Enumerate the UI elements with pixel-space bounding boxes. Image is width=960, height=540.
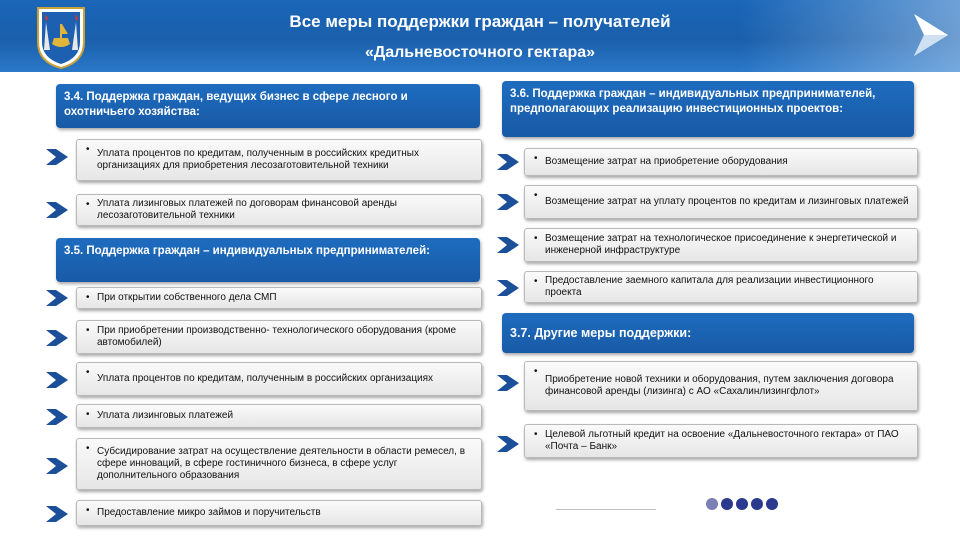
chevron-right-icon — [495, 235, 521, 255]
list-item-text: Возмещение затрат на технологическое присоединение к энергетической и инженерной инфраструктуре — [545, 233, 897, 256]
list-item-text: Предоставление заемного капитала для реализации инвестиционного проекта — [545, 275, 874, 298]
list-item-ip-1: • При открытии собственного дела СМП — [76, 287, 482, 309]
list-item-other-2: • Целевой льготный кредит на освоение «Дальневосточного гектара» от ПАО «Почта – Банк» — [524, 424, 918, 458]
list-item-other-1: • Приобретение новой техники и оборудования, путем заключения договора финансовой аренды (лизинга) с АО «Сахалинлизингфлот» — [524, 361, 918, 411]
list-item-text: Целевой льготный кредит на освоение «Дальневосточного гектара» от ПАО «Почта – Банк» — [545, 429, 899, 452]
panel-other-support — [502, 313, 914, 353]
header-bar — [0, 0, 960, 72]
chevron-right-icon — [495, 192, 521, 212]
panel-investment-support-text: 3.6. Поддержка граждан – индивидуальных предпринимателей, предполагающих реализацию инвестиционных проектов: — [510, 88, 876, 115]
list-item-forestry-1: • Уплата процентов по кредитам, полученным в российских кредитных организациях для приобретения лесозаготовительной техники — [76, 139, 482, 181]
chevron-right-icon — [44, 328, 70, 348]
chevron-right-icon — [495, 278, 521, 298]
panel-ip-support-text: 3.5. Поддержка граждан – индивидуальных предпринимателей: — [64, 245, 430, 257]
list-item-text: Уплата лизинговых платежей по договорам финансовой аренды лесозаготовительной техники — [97, 198, 397, 221]
chevron-right-icon — [44, 456, 70, 476]
list-item-ip-4: • Уплата лизинговых платежей — [76, 404, 482, 428]
page-title-line1: Все меры поддержки граждан – получателей — [289, 12, 671, 31]
chevron-right-icon — [44, 504, 70, 524]
chevron-right-icon — [495, 152, 521, 172]
dot-icon — [751, 498, 763, 510]
page-title-line2: «Дальневосточного гектара» — [364, 44, 596, 61]
chevron-right-icon — [44, 147, 70, 167]
list-item-text: При приобретении производственно- технологического оборудования (кроме автомобилей) — [97, 325, 457, 348]
list-item-forestry-2: • Уплата лизинговых платежей по договорам финансовой аренды лесозаготовительной техники — [76, 194, 482, 226]
list-item-invest-3: • Возмещение затрат на технологическое присоединение к энергетической и инженерной инфраструктуре — [524, 228, 918, 262]
list-item-text: Уплата лизинговых платежей — [97, 410, 234, 421]
arrow-logo-icon — [908, 10, 954, 60]
list-item-invest-4: • Предоставление заемного капитала для реализации инвестиционного проекта — [524, 271, 918, 303]
list-item-text: При открытии собственного дела СМП — [97, 292, 277, 303]
list-item-ip-3: • Уплата процентов по кредитам, полученным в российских организациях — [76, 362, 482, 396]
chevron-right-icon — [495, 434, 521, 454]
dot-icon — [766, 498, 778, 510]
panel-other-support-text: 3.7. Другие меры поддержки: — [510, 325, 692, 340]
panel-forestry-support — [56, 84, 480, 128]
list-item-invest-1: • Возмещение затрат на приобретение оборудования — [524, 148, 918, 176]
list-item-text: Возмещение затрат на приобретение оборудования — [545, 156, 788, 167]
chevron-right-icon — [495, 373, 521, 393]
footer-divider — [556, 509, 656, 510]
panel-investment-support — [502, 81, 914, 137]
dot-icon — [706, 498, 718, 510]
chevron-right-icon — [44, 407, 70, 427]
chevron-right-icon — [44, 288, 70, 308]
list-item-text: Возмещение затрат на уплату процентов по кредитам и лизинговых платежей — [545, 196, 909, 207]
dot-icon — [736, 498, 748, 510]
list-item-text: Приобретение новой техники и оборудования, путем заключения договора финансовой аренды (лизинга) с АО «Сахалинлизингфлот» — [545, 374, 894, 397]
list-item-invest-2: • Возмещение затрат на уплату процентов по кредитам и лизинговых платежей — [524, 185, 918, 219]
list-item-ip-5: • Субсидирование затрат на осуществление деятельности в области ремесел, в сфере инноваций, в сфере гостиничного бизнеса, в сфере услуг дополнительного образования — [76, 438, 482, 490]
dot-icon — [721, 498, 733, 510]
chevron-right-icon — [44, 200, 70, 220]
list-item-ip-6: • Предоставление микро займов и поручительств — [76, 500, 482, 526]
chevron-right-icon — [44, 370, 70, 390]
list-item-ip-2: • При приобретении производственно- технологического оборудования (кроме автомобилей) — [76, 320, 482, 354]
list-item-text: Уплата процентов по кредитам, полученным в российских кредитных организациях для приобретения лесозаготовительной техники — [97, 148, 419, 171]
panel-ip-support — [56, 238, 480, 282]
list-item-text: Субсидирование затрат на осуществление деятельности в области ремесел, в сфере инноваций, в сфере гостиничного бизнеса, в сфере услуг дополнительного образования — [97, 446, 466, 481]
panel-forestry-support-text: 3.4. Поддержка граждан, ведущих бизнес в сфере лесного и охотничьего хозяйства: — [64, 91, 408, 118]
list-item-text: Предоставление микро займов и поручительств — [97, 507, 321, 518]
list-item-text: Уплата процентов по кредитам, полученным в российских организациях — [97, 373, 434, 384]
